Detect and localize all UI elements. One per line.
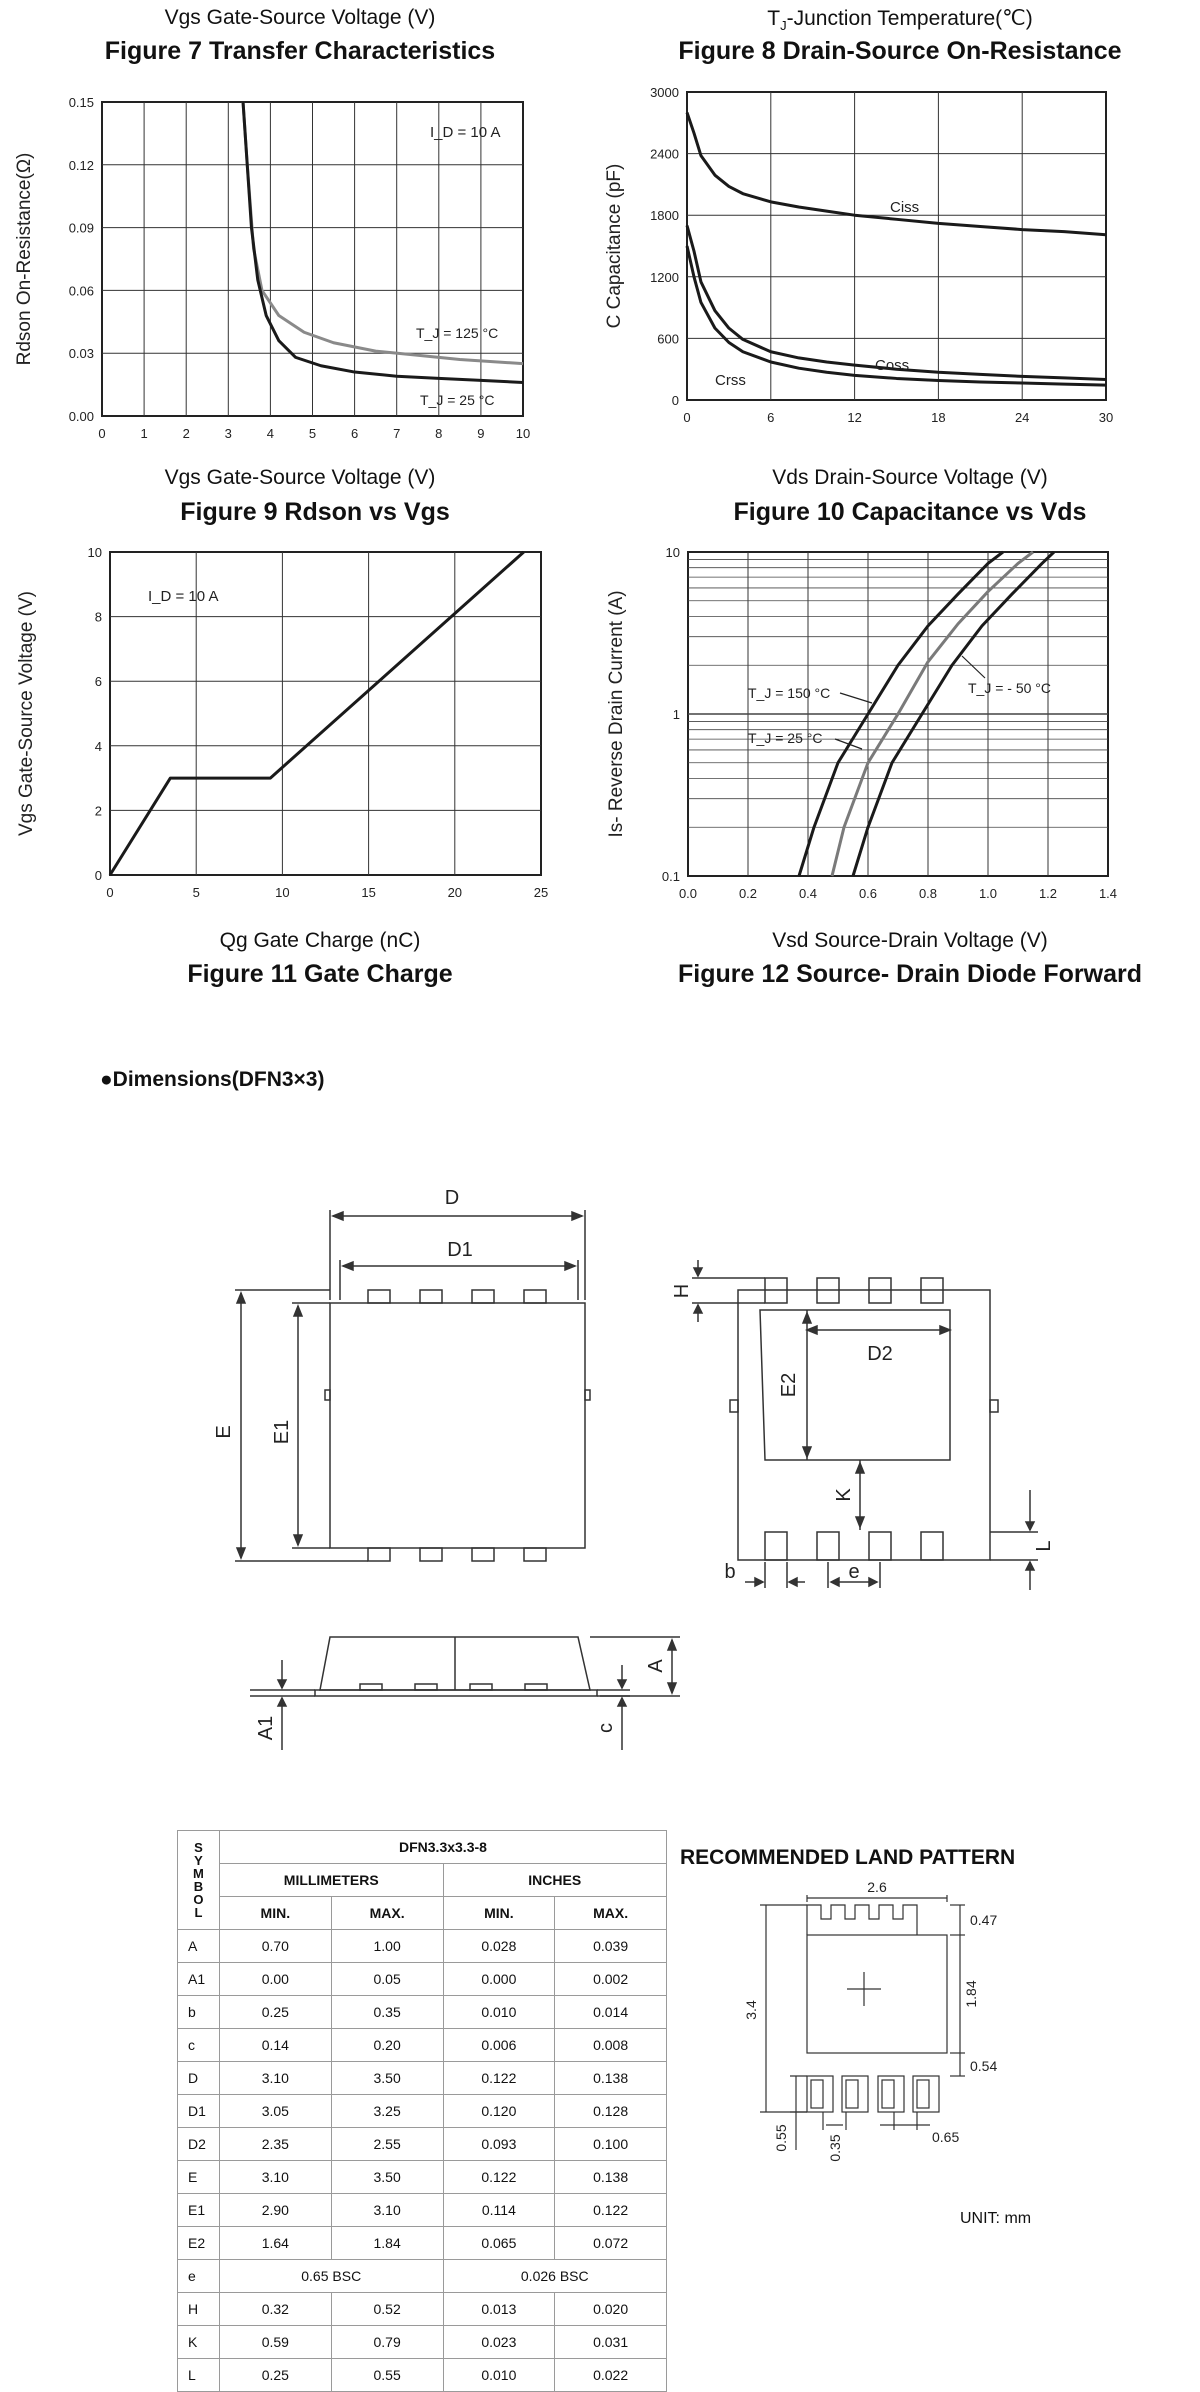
- table-cell: 0.031: [555, 2326, 667, 2359]
- y-tick-label: 0: [94, 868, 102, 883]
- y-tick-label: 2400: [650, 146, 679, 162]
- package-drawing: [0, 1150, 1200, 1790]
- chart-diode: [590, 540, 1150, 920]
- table-cell: 1.64: [219, 2227, 331, 2260]
- y-tick-label: 8: [94, 609, 102, 625]
- table-cell: 0.79: [331, 2326, 443, 2359]
- dim-label-D1: D1: [447, 1239, 473, 1261]
- dim-label-D: D: [444, 1187, 460, 1209]
- table-cell: b: [178, 1996, 220, 2029]
- table-cell: e: [178, 2260, 220, 2293]
- table-row: [178, 1930, 667, 1963]
- y-tick-label: 1: [672, 707, 680, 722]
- x-tick-label: 1.0: [978, 886, 998, 901]
- table-cell: 0.59: [219, 2326, 331, 2359]
- table-cell: D: [178, 2062, 220, 2095]
- min-header: MIN.: [443, 1897, 555, 1930]
- table-cell: 0.122: [555, 2194, 667, 2227]
- y-axis-label: Is- Reverse Drain Current (A): [606, 590, 627, 838]
- table-cell: 1.84: [331, 2227, 443, 2260]
- table-cell: L: [178, 2359, 220, 2392]
- annotation-id: I_D = 10 A: [430, 124, 501, 141]
- table-cell: 0.128: [555, 2095, 667, 2128]
- lp-dim-gap: 0.54: [970, 2058, 998, 2074]
- table-row: [178, 2359, 667, 2392]
- table-cell: 3.25: [331, 2095, 443, 2128]
- max-header: MAX.: [331, 1897, 443, 1930]
- dim-label-A1: A1: [255, 1715, 277, 1741]
- lp-dim-pitch: 0.65: [932, 2129, 960, 2145]
- chart-gate-charge: [0, 540, 560, 920]
- table-row: [178, 1996, 667, 2029]
- y-tick-label: 6: [94, 674, 102, 690]
- x-tick-label: 20: [447, 885, 463, 900]
- table-row: [178, 2227, 667, 2260]
- table-cell: 0.072: [555, 2227, 667, 2260]
- table-cell: 0.020: [555, 2293, 667, 2326]
- dim-label-A: A: [645, 1659, 667, 1673]
- dim-label-L: L: [1033, 1540, 1055, 1552]
- table-cell: 0.05: [331, 1963, 443, 1996]
- table-cell: 0.65 BSC: [219, 2260, 443, 2293]
- table-row: [178, 2062, 667, 2095]
- table-cell: 0.002: [555, 1963, 667, 1996]
- series-line-0: [687, 113, 1106, 235]
- x-tick-label: 0.8: [918, 886, 938, 901]
- dim-label-b: b: [724, 1561, 736, 1583]
- top-view: [235, 1210, 590, 1561]
- table-cell: 0.35: [331, 1996, 443, 2029]
- table-cell: 0.114: [443, 2194, 555, 2227]
- table-cell: E2: [178, 2227, 220, 2260]
- x-tick-label: 0.4: [798, 886, 818, 901]
- x-tick-label: 0: [683, 410, 691, 425]
- table-cell: 0.028: [443, 1930, 555, 1963]
- table-cell: 3.50: [331, 2161, 443, 2194]
- inches-header: INCHES: [443, 1864, 667, 1897]
- y-tick-label: 4: [94, 738, 102, 754]
- table-cell: 0.25: [219, 2359, 331, 2392]
- x-tick-label: 1.4: [1098, 886, 1118, 901]
- x-tick-label: 1: [140, 426, 148, 441]
- table-cell: 0.010: [443, 1996, 555, 2029]
- lp-dim-body: 1.84: [963, 1980, 979, 2008]
- y-tick-label: 0.1: [661, 869, 680, 884]
- symbol-header: [178, 1831, 220, 1930]
- table-row: [178, 2260, 667, 2293]
- dim-label-c: c: [595, 1723, 617, 1733]
- x-tick-label: 6: [350, 426, 359, 441]
- table-cell: 0.138: [555, 2161, 667, 2194]
- x-tick-label: 0: [106, 885, 114, 900]
- x-tick-label: 2: [182, 426, 190, 441]
- series-label: T_J = 25 °C: [748, 730, 823, 746]
- x-tick-label: 0.0: [678, 886, 698, 901]
- table-cell: 0.00: [219, 1963, 331, 1996]
- table-row: [178, 2128, 667, 2161]
- dim-label-E: E: [213, 1425, 235, 1439]
- x-tick-label: 8: [435, 426, 443, 441]
- lp-dim-height: 3.4: [743, 2000, 759, 2020]
- pointer-line: [962, 656, 985, 678]
- y-tick-label: 0.12: [68, 157, 94, 173]
- x-tick-label: 0.2: [738, 886, 758, 901]
- series-label: T_J = 150 °C: [748, 685, 831, 701]
- table-cell: 2.55: [331, 2128, 443, 2161]
- dim-label-e: e: [848, 1561, 860, 1583]
- chart-capacitance: [590, 80, 1150, 450]
- y-tick-label: 3000: [650, 85, 679, 100]
- table-cell: 0.55: [331, 2359, 443, 2392]
- table-cell: 3.05: [219, 2095, 331, 2128]
- table-cell: 0.006: [443, 2029, 555, 2062]
- land-pattern-unit: UNIT: mm: [960, 2210, 1032, 2227]
- pointer-line: [840, 693, 872, 703]
- bottom-view: [692, 1260, 1038, 1590]
- annotation-id: I_D = 10 A: [148, 588, 219, 605]
- fig8-title: Figure 8 Drain-Source On-Resistance: [678, 37, 1122, 65]
- series-label: T_J = 25 °C: [420, 392, 495, 408]
- lp-dim-pad-len: 0.55: [773, 2124, 789, 2152]
- lp-dim-pad-w: 0.35: [827, 2134, 843, 2162]
- table-row: [178, 1963, 667, 1996]
- table-cell: 0.20: [331, 2029, 443, 2062]
- table-row: [178, 2095, 667, 2128]
- table-cell: 0.14: [219, 2029, 331, 2062]
- x-tick-label: 5: [308, 426, 317, 441]
- dim-label-E1: E1: [271, 1419, 293, 1445]
- table-cell: E: [178, 2161, 220, 2194]
- fig7-title: Figure 7 Transfer Characteristics: [104, 37, 496, 65]
- table-cell: K: [178, 2326, 220, 2359]
- fig11-title: Figure 11 Gate Charge: [187, 960, 453, 988]
- series-label: Coss: [875, 357, 910, 374]
- y-axis-label: C Capacitance (pF): [604, 163, 625, 329]
- package-name: DFN3.3x3.3-8: [219, 1831, 666, 1864]
- table-cell: 0.25: [219, 1996, 331, 2029]
- y-tick-label: 0.03: [68, 346, 94, 362]
- table-cell: 2.90: [219, 2194, 331, 2227]
- table-cell: 1.00: [331, 1930, 443, 1963]
- symbol-header-text: S Y M B O L: [193, 1840, 204, 1920]
- table-cell: A1: [178, 1963, 220, 1996]
- lp-dim-width: 2.6: [867, 1880, 887, 1895]
- x-tick-label: 18: [931, 410, 946, 425]
- table-cell: 3.50: [331, 2062, 443, 2095]
- table-cell: 0.010: [443, 2359, 555, 2392]
- x-tick-label: 5: [192, 885, 200, 900]
- table-cell: 0.013: [443, 2293, 555, 2326]
- x-tick-label: 7: [393, 426, 401, 441]
- table-cell: c: [178, 2029, 220, 2062]
- table-cell: 0.093: [443, 2128, 555, 2161]
- table-cell: H: [178, 2293, 220, 2326]
- table-cell: D2: [178, 2128, 220, 2161]
- table-cell: 0.000: [443, 1963, 555, 1996]
- dimensions-heading: ●Dimensions(DFN3×3): [100, 1068, 325, 1091]
- dim-label-K: K: [833, 1488, 855, 1502]
- table-cell: 0.039: [555, 1930, 667, 1963]
- y-tick-label: 0: [671, 393, 679, 408]
- table-cell: A: [178, 1930, 220, 1963]
- fig12-xlabel: Vsd Source-Drain Voltage (V): [772, 929, 1048, 952]
- x-tick-label: 10: [275, 885, 290, 900]
- x-tick-label: 25: [533, 885, 549, 900]
- fig8-xlabel-above: $T_J$-Junction Temperature(℃): [767, 7, 1033, 34]
- y-tick-label: 1800: [650, 208, 679, 224]
- y-tick-label: 0.00: [68, 409, 94, 424]
- table-cell: 0.122: [443, 2161, 555, 2194]
- fig12-title: Figure 12 Source- Drain Diode Forward: [678, 960, 1142, 988]
- x-tick-label: 9: [477, 426, 485, 441]
- mm-header: MILLIMETERS: [219, 1864, 443, 1897]
- max-header: MAX.: [555, 1897, 667, 1930]
- fig9-xlabel-above: Vgs Gate-Source Voltage (V): [164, 466, 436, 489]
- y-axis-label: Vgs Gate-Source Voltage (V): [16, 590, 37, 837]
- y-tick-label: 10: [665, 545, 680, 560]
- table-row: [178, 2161, 667, 2194]
- y-tick-label: 0.09: [68, 220, 94, 236]
- table-cell: 0.014: [555, 1996, 667, 2029]
- table-cell: 3.10: [219, 2161, 331, 2194]
- fig10-xlabel-above: Vds Drain-Source Voltage (V): [772, 466, 1048, 489]
- fig7-xlabel-above: Vgs Gate-Source Voltage (V): [164, 6, 436, 29]
- x-tick-label: 0: [98, 426, 106, 441]
- table-cell: 3.10: [331, 2194, 443, 2227]
- x-tick-label: 24: [1014, 410, 1030, 425]
- table-cell: 3.10: [219, 2062, 331, 2095]
- x-tick-label: 30: [1098, 410, 1114, 425]
- x-tick-label: 0.6: [858, 886, 878, 901]
- x-tick-label: 3: [224, 426, 232, 441]
- table-cell: 0.122: [443, 2062, 555, 2095]
- dim-label-H: H: [671, 1283, 693, 1299]
- table-cell: 0.100: [555, 2128, 667, 2161]
- table-cell: 0.32: [219, 2293, 331, 2326]
- table-cell: 0.008: [555, 2029, 667, 2062]
- fig11-xlabel: Qg Gate Charge (nC): [219, 929, 421, 952]
- table-row: [178, 2029, 667, 2062]
- table-row: [178, 2326, 667, 2359]
- table-row: [178, 2293, 667, 2326]
- table-cell: 0.065: [443, 2227, 555, 2260]
- table-cell: 0.52: [331, 2293, 443, 2326]
- y-tick-label: 10: [87, 545, 102, 560]
- y-tick-label: 2: [94, 803, 102, 819]
- table-cell: 0.138: [555, 2062, 667, 2095]
- x-tick-label: 10: [515, 426, 531, 441]
- fig9-title: Figure 9 Rdson vs Vgs: [180, 498, 450, 526]
- lp-dim-pad-h: 0.47: [970, 1912, 998, 1928]
- table-cell: 0.120: [443, 2095, 555, 2128]
- y-tick-label: 0.06: [68, 283, 94, 299]
- x-tick-label: 12: [847, 410, 862, 425]
- min-header: MIN.: [219, 1897, 331, 1930]
- table-cell: D1: [178, 2095, 220, 2128]
- y-tick-label: 600: [657, 331, 679, 347]
- table-cell: 0.023: [443, 2326, 555, 2359]
- land-pattern-drawing: [720, 1880, 1060, 2170]
- table-cell: E1: [178, 2194, 220, 2227]
- dim-label-E2: E2: [778, 1372, 800, 1398]
- y-axis-label: Rdson On-Resistance(Ω): [14, 152, 35, 366]
- y-tick-label: 1200: [650, 269, 679, 285]
- table-cell: 2.35: [219, 2128, 331, 2161]
- x-tick-label: 4: [266, 426, 275, 441]
- table-cell: 0.70: [219, 1930, 331, 1963]
- x-tick-label: 6: [767, 410, 775, 425]
- chart-rdson: [0, 80, 560, 450]
- table-row: [178, 2194, 667, 2227]
- fig10-title: Figure 10 Capacitance vs Vds: [733, 498, 1087, 526]
- x-tick-label: 1.2: [1038, 886, 1058, 901]
- land-pattern-title: RECOMMENDED LAND PATTERN: [680, 1846, 1016, 1869]
- table-cell: 0.026 BSC: [443, 2260, 667, 2293]
- series-label: Ciss: [890, 199, 920, 216]
- table-cell: 0.022: [555, 2359, 667, 2392]
- series-label: T_J = 125 °C: [416, 325, 499, 341]
- dim-label-D2: D2: [867, 1343, 893, 1365]
- series-label: Crss: [715, 372, 746, 389]
- y-tick-label: 0.15: [68, 95, 94, 110]
- series-label: T_J = - 50 °C: [968, 680, 1052, 696]
- x-tick-label: 15: [361, 885, 376, 900]
- dimensions-table: [177, 1830, 667, 2392]
